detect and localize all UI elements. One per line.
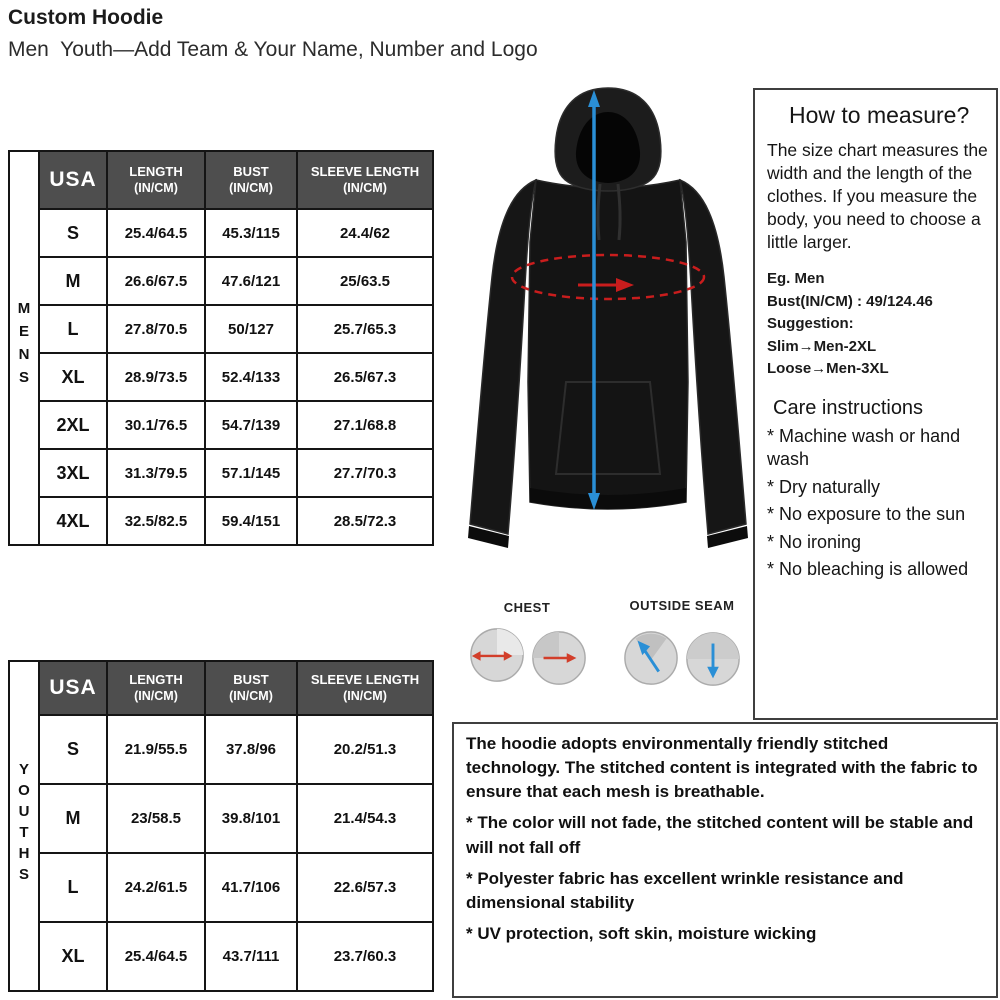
length-cell: 30.1/76.5 bbox=[107, 401, 205, 449]
table-row bbox=[9, 784, 433, 853]
table-row bbox=[9, 449, 433, 497]
chest-fabric-icon bbox=[468, 626, 526, 684]
sleeve-cell: 28.5/72.3 bbox=[297, 497, 433, 545]
chest-label: CHEST bbox=[503, 600, 551, 615]
care-instructions-list bbox=[767, 425, 988, 581]
seam-fold-arrow-icon bbox=[622, 629, 680, 687]
table-row bbox=[9, 497, 433, 545]
length-cell: 26.6/67.5 bbox=[107, 257, 205, 305]
size-cell: XL bbox=[39, 922, 107, 991]
example-line: Loose→Men-3XL bbox=[767, 360, 889, 378]
hoodie-illustration bbox=[448, 82, 768, 552]
mens-length-header: LENGTH (IN/CM) bbox=[107, 151, 205, 209]
sleeve-cell: 20.2/51.3 bbox=[297, 715, 433, 784]
youths-header-row bbox=[9, 661, 433, 715]
mens-group-cell bbox=[9, 151, 39, 545]
size-cell: S bbox=[39, 209, 107, 257]
bust-cell: 50/127 bbox=[205, 305, 297, 353]
length-cell: 27.8/70.5 bbox=[107, 305, 205, 353]
sleeve-cell: 21.4/54.3 bbox=[297, 784, 433, 853]
length-cell: 32.5/82.5 bbox=[107, 497, 205, 545]
youths-bust-header: BUST (IN/CM) bbox=[205, 661, 297, 715]
sizing-example bbox=[767, 268, 988, 381]
size-cell: M bbox=[39, 784, 107, 853]
length-cell: 25.4/64.5 bbox=[107, 209, 205, 257]
sleeve-cell: 25.7/65.3 bbox=[297, 305, 433, 353]
hoodie-product-image bbox=[448, 82, 768, 552]
sleeve-cell: 25/63.5 bbox=[297, 257, 433, 305]
size-cell: 2XL bbox=[39, 401, 107, 449]
mens-bust-header: BUST (IN/CM) bbox=[205, 151, 297, 209]
size-cell: XL bbox=[39, 353, 107, 401]
mens-sleeve-header: SLEEVE LENGTH (IN/CM) bbox=[297, 151, 433, 209]
care-item: * No ironing bbox=[767, 531, 862, 552]
table-row bbox=[9, 257, 433, 305]
table-row bbox=[9, 715, 433, 784]
chest-fabric-icon bbox=[530, 629, 588, 687]
sleeve-cell: 23.7/60.3 bbox=[297, 922, 433, 991]
sleeve-cell: 27.1/68.8 bbox=[297, 401, 433, 449]
outside-seam-fabric-icon bbox=[684, 630, 742, 688]
length-cell: 28.9/73.5 bbox=[107, 353, 205, 401]
bust-cell: 39.8/101 bbox=[205, 784, 297, 853]
example-line: Bust(IN/CM) : 49/124.46 bbox=[767, 292, 933, 310]
sleeve-cell: 24.4/62 bbox=[297, 209, 433, 257]
mens-size-table bbox=[8, 150, 434, 546]
size-cell: 3XL bbox=[39, 449, 107, 497]
length-cell: 24.2/61.5 bbox=[107, 853, 205, 922]
how-to-measure-text: The size chart measures the width and the length of the clothes. If you measure the body, you need to choose a little larger. bbox=[767, 140, 988, 253]
page-subtitle: Men Youth—Add Team & Your Name, Number and Logo bbox=[8, 38, 538, 61]
bust-cell: 47.6/121 bbox=[205, 257, 297, 305]
how-to-measure-panel bbox=[753, 88, 998, 720]
length-cell: 31.3/79.5 bbox=[107, 449, 205, 497]
bust-cell: 57.1/145 bbox=[205, 449, 297, 497]
page-title: Custom Hoodie bbox=[8, 6, 164, 29]
youths-length-header: LENGTH (IN/CM) bbox=[107, 661, 205, 715]
bust-cell: 52.4/133 bbox=[205, 353, 297, 401]
size-cell: 4XL bbox=[39, 497, 107, 545]
outside-seam-fabric-icon bbox=[622, 629, 680, 687]
length-cell: 23/58.5 bbox=[107, 784, 205, 853]
mens-usa-header: USA bbox=[39, 151, 107, 209]
size-cell: L bbox=[39, 853, 107, 922]
table-row bbox=[9, 922, 433, 991]
description-bullet: * UV protection, soft skin, moisture wicking bbox=[466, 923, 817, 943]
mens-header-row bbox=[9, 151, 433, 209]
bust-cell: 59.4/151 bbox=[205, 497, 297, 545]
outside-seam-label: OUTSIDE SEAM bbox=[629, 598, 735, 613]
care-item: * Machine wash or hand wash bbox=[767, 425, 961, 470]
bust-cell: 41.7/106 bbox=[205, 853, 297, 922]
bust-cell: 45.3/115 bbox=[205, 209, 297, 257]
table-row bbox=[9, 401, 433, 449]
youths-group-cell bbox=[9, 661, 39, 991]
table-row bbox=[9, 209, 433, 257]
table-row bbox=[9, 853, 433, 922]
description-intro: The hoodie adopts environmentally friendly stitched technology. The stitched content is integrated with the fabric to ensure that each mesh is breathable. bbox=[466, 734, 978, 802]
table-row bbox=[9, 305, 433, 353]
fabric-width-arrow-icon bbox=[468, 626, 526, 684]
length-cell: 25.4/64.5 bbox=[107, 922, 205, 991]
description-bullet: * The color will not fade, the stitched content will be stable and will not fall off bbox=[466, 813, 974, 857]
care-instructions-title: Care instructions bbox=[773, 396, 924, 419]
example-line: Suggestion: bbox=[767, 315, 854, 333]
table-row bbox=[9, 353, 433, 401]
mens-vertical-label: MENS bbox=[15, 299, 33, 392]
bust-cell: 43.7/111 bbox=[205, 922, 297, 991]
fabric-stretch-arrow-icon bbox=[530, 629, 588, 687]
length-cell: 21.9/55.5 bbox=[107, 715, 205, 784]
sleeve-cell: 26.5/67.3 bbox=[297, 353, 433, 401]
seam-down-arrow-icon bbox=[684, 630, 742, 688]
product-description-box bbox=[452, 722, 998, 998]
size-cell: M bbox=[39, 257, 107, 305]
sleeve-cell: 22.6/57.3 bbox=[297, 853, 433, 922]
size-cell: S bbox=[39, 715, 107, 784]
bust-cell: 37.8/96 bbox=[205, 715, 297, 784]
example-line: Slim→Men-2XL bbox=[767, 337, 877, 355]
sleeve-cell: 27.7/70.3 bbox=[297, 449, 433, 497]
how-to-measure-title: How to measure? bbox=[789, 102, 970, 128]
care-item: * No exposure to the sun bbox=[767, 504, 966, 525]
care-item: * Dry naturally bbox=[767, 476, 881, 497]
youths-usa-header: USA bbox=[39, 661, 107, 715]
youths-vertical-label: YOUTHS bbox=[15, 760, 33, 887]
youths-size-table bbox=[8, 660, 434, 992]
description-bullet: * Polyester fabric has excellent wrinkle resistance and dimensional stability bbox=[466, 868, 904, 912]
youths-sleeve-header: SLEEVE LENGTH (IN/CM) bbox=[297, 661, 433, 715]
care-item: * No bleaching is allowed bbox=[767, 558, 969, 579]
bust-cell: 54.7/139 bbox=[205, 401, 297, 449]
size-cell: L bbox=[39, 305, 107, 353]
example-line: Eg. Men bbox=[767, 270, 825, 288]
